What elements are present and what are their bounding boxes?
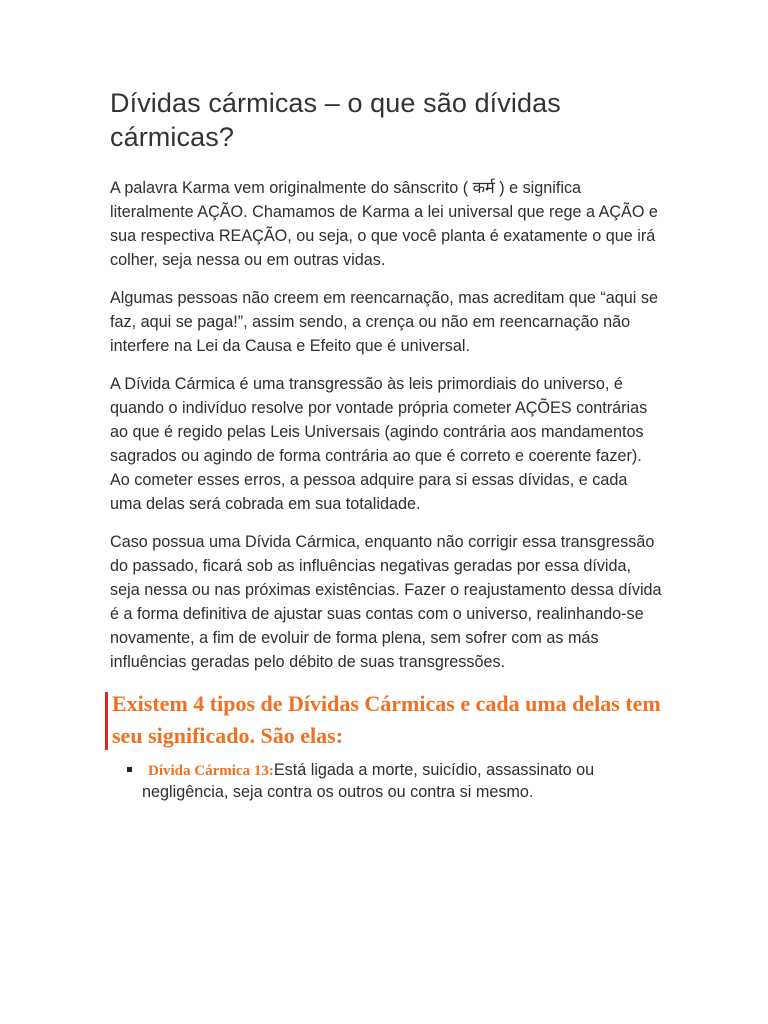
paragraph-karmic-debt: A Dívida Cármica é uma transgressão às leis primordiais do universo, é quando o indivíduo resolve por vontade própria cometer AÇÕES contrárias ao que é regido pelas Leis Universais (agindo contrária aos mandamentos sagrados ou agindo de forma contrária ao que é correto e coerente fazer). Ao cometer esses erros, a pessoa adquire para si essas dívidas, e cada uma delas será cobrada em sua totalidade.: [110, 375, 648, 513]
paragraph-reincarnation: Algumas pessoas não creem em reencarnação, mas acreditam que “aqui se faz, aqui se paga!”, assim sendo, a crença ou não em reencarnação não interfere na Lei da Causa e Efeito que é universal.: [110, 289, 658, 355]
list-item: [110, 760, 662, 803]
list-item-text: Está ligada a morte, suicídio, assassinato ou negligência, seja contra os outros ou contra si mesmo.: [142, 761, 595, 801]
section-heading: [110, 688, 662, 752]
article-body: [110, 86, 662, 803]
list-item-term: Dívida Cármica 13:: [148, 763, 274, 779]
debt-type-list: [110, 760, 662, 803]
heading-accent-bar: [105, 692, 108, 750]
square-bullet-icon: [127, 767, 132, 772]
paragraph-karma-definition: A palavra Karma vem originalmente do sânscrito ( कर्म ) e significa literalmente AÇÃO. Chamamos de Karma a lei universal que rege a AÇÃO e sua respectiva REAÇÃO, ou seja, o que você planta é exatamente o que irá colher, seja nessa ou em outras vidas.: [110, 179, 658, 269]
section-heading-text: Existem 4 tipos de Dívidas Cármicas e cada uma delas tem seu significado. São elas:: [112, 691, 661, 748]
paragraph-correction: Caso possua uma Dívida Cármica, enquanto não corrigir essa transgressão do passado, ficará sob as influências negativas geradas por essa dívida, seja nessa ou nas próximas existências. Fazer o reajustamento dessa dívida é a forma definitiva de ajustar suas contas com o universo, realinhando-se novamente, a fim de evoluir de forma plena, sem sofrer com as más influências geradas pelo débito de suas transgressões.: [110, 533, 662, 671]
page-title: Dívidas cármicas – o que são dívidas cármicas?: [110, 88, 561, 152]
